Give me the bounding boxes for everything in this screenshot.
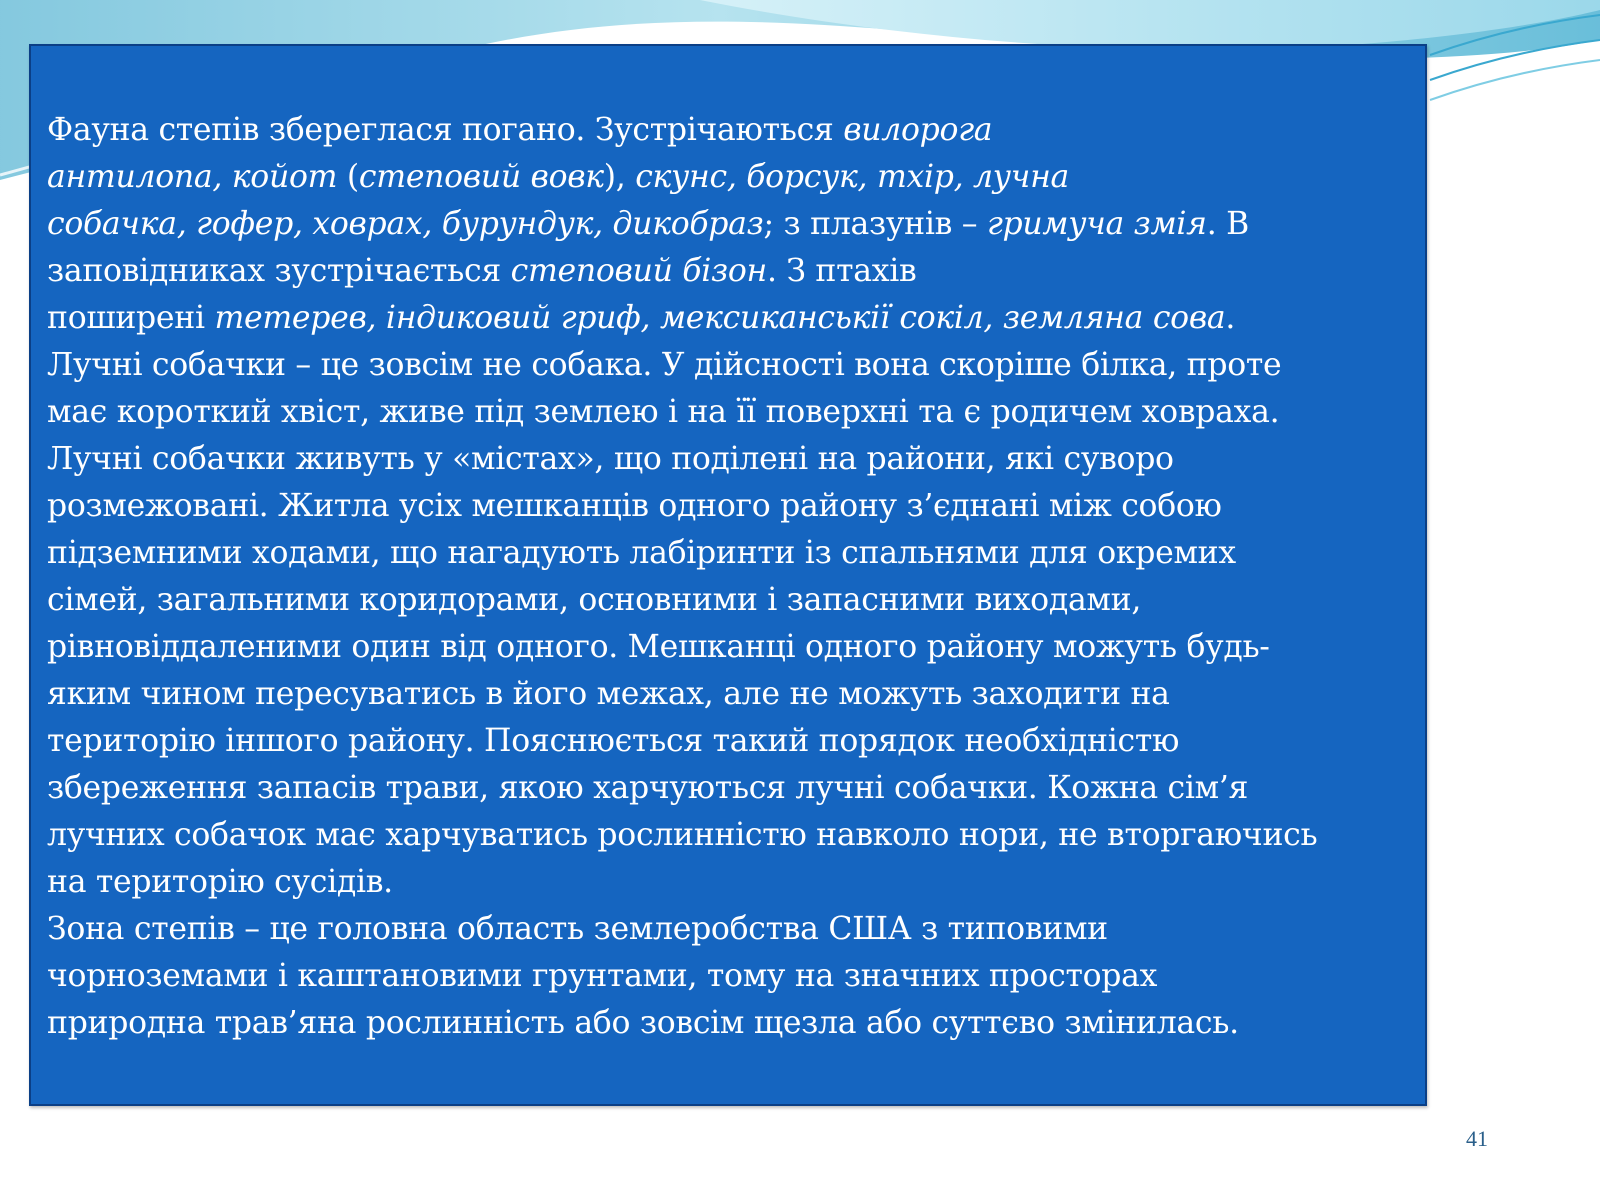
italic-term: гримуча змія [986, 206, 1207, 242]
italic-term: степовий вовк [358, 159, 604, 195]
text-line [47, 812, 1422, 859]
text-run: поширені [47, 300, 215, 336]
text-run: на територію сусідів. [47, 864, 393, 900]
text-run: . [1225, 300, 1236, 336]
text-line [47, 248, 1422, 295]
text-run: ( [337, 159, 359, 195]
text-line [47, 154, 1422, 201]
text-line [47, 342, 1422, 389]
italic-term: антилопа, койот [47, 159, 338, 195]
italic-term: степовий бізон [510, 253, 767, 289]
text-run: Лучні собачки – це зовсім не собака. У дійсності вона скоріше білка, проте [47, 347, 1282, 383]
italic-term: собачка, гофер, ховрах, бурундук, дикобраз [47, 206, 764, 242]
text-run: лучних собачок має харчуватись рослинністю навколо нори, не вторгаючись [47, 817, 1318, 853]
italic-term: вилорога [843, 112, 993, 148]
text-line [47, 483, 1422, 530]
text-run: збереження запасів трави, якою харчуються лучні собачки. Кожна сім’я [47, 770, 1249, 806]
text-line [47, 1000, 1422, 1047]
text-run: ), [603, 159, 636, 195]
italic-term: тетерев, індиковий гриф, мексиканськії сокіл, земляна сова [214, 300, 1226, 336]
text-run: природна трав’яна рослинність або зовсім щезла або суттєво змінилась. [47, 1005, 1239, 1041]
text-line [47, 107, 1422, 154]
text-run: має короткий хвіст, живе під землею і на її поверхні та є родичем ховраха. [47, 394, 1280, 430]
text-line [47, 389, 1422, 436]
wave-line-4 [1430, 60, 1600, 100]
text-line [47, 765, 1422, 812]
text-run: Лучні собачки живуть у «містах», що поділені на райони, які суворо [47, 441, 1174, 477]
text-run: розмежовані. Житла усіх мешканців одного району з’єднані між собою [47, 488, 1222, 524]
text-run: . З птахів [766, 253, 917, 289]
text-run: Фауна степів збереглася погано. Зустрічаються [47, 112, 844, 148]
text-line [47, 624, 1422, 671]
text-line [47, 577, 1422, 624]
text-line [47, 718, 1422, 765]
text-run: заповідниках зустрічається [47, 253, 511, 289]
text-run: територію іншого району. Пояснюється такий порядок необхідністю [47, 723, 1180, 759]
italic-term: скунс, борсук, тхір, лучна [635, 159, 1070, 195]
text-line [47, 530, 1422, 577]
text-run: сімей, загальними коридорами, основними і запасними виходами, [47, 582, 1142, 618]
text-line [47, 859, 1422, 906]
text-run: . В [1206, 206, 1249, 242]
text-line [47, 295, 1422, 342]
text-run: ; з плазунів – [763, 206, 987, 242]
text-run: рівновіддаленими один від одного. Мешканці одного району можуть будь- [47, 629, 1270, 665]
text-line [47, 201, 1422, 248]
page-number: 41 [1466, 1126, 1488, 1151]
slide-body-text [47, 107, 1422, 1047]
text-run: чорноземами і каштановими грунтами, тому на значних просторах [47, 958, 1158, 994]
text-line [47, 906, 1422, 953]
text-line [47, 436, 1422, 483]
text-line [47, 671, 1422, 718]
text-run: Зона степів – це головна область землеробства США з типовими [47, 911, 1108, 947]
text-run: підземними ходами, що нагадують лабіринти із спальнями для окремих [47, 535, 1236, 571]
text-line [47, 953, 1422, 1000]
text-run: яким чином пересуватись в його межах, але не можуть заходити на [47, 676, 1170, 712]
